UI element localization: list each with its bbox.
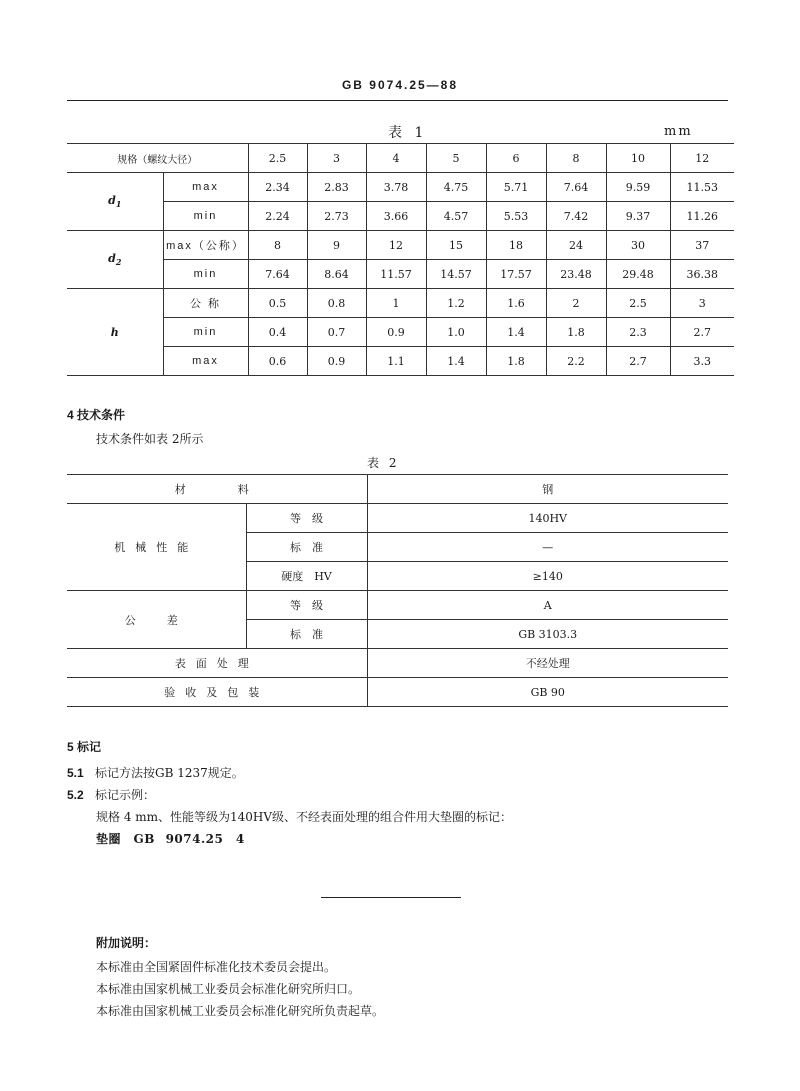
value-cell: 2.5 (606, 289, 670, 318)
clause-text: 标记方法按GB 1237规定。 (95, 766, 244, 780)
section4-text: 技术条件如表 2所示 (96, 432, 204, 446)
acceptance-row (67, 678, 728, 707)
row-label: min (163, 260, 248, 289)
mech-value: ≥140 (367, 562, 728, 591)
value-cell: 0.9 (366, 318, 426, 347)
value-cell: 1 (366, 289, 426, 318)
surface-label: 表面处理 (67, 649, 367, 678)
surface-value: 不经处理 (367, 649, 728, 678)
end-rule (321, 897, 461, 898)
value-cell: 17.57 (486, 260, 546, 289)
spec-cell: 2.5 (248, 144, 307, 173)
value-cell: 11.26 (670, 202, 734, 231)
value-cell: 1.2 (426, 289, 486, 318)
value-cell: 3.66 (366, 202, 426, 231)
value-cell: 1.4 (426, 347, 486, 376)
mech-row (67, 504, 728, 533)
value-cell: 0.5 (248, 289, 307, 318)
value-cell: 7.64 (248, 260, 307, 289)
value-cell: 4.57 (426, 202, 486, 231)
row-label: max（公称） (163, 231, 248, 260)
value-cell: 0.4 (248, 318, 307, 347)
value-cell: 29.48 (606, 260, 670, 289)
value-cell: 5.53 (486, 202, 546, 231)
value-cell: 24 (546, 231, 606, 260)
symbol-subscript: 2 (115, 257, 122, 268)
additional-notes-title: 附加说明： (96, 936, 157, 950)
value-cell: 0.7 (307, 318, 366, 347)
dimension-row (67, 347, 734, 376)
value-cell: 4.75 (426, 173, 486, 202)
value-cell: 3.78 (366, 173, 426, 202)
dimension-symbol (67, 231, 163, 289)
value-cell: 36.38 (670, 260, 734, 289)
value-cell: 2.3 (606, 318, 670, 347)
material-row (67, 475, 728, 504)
spec-cell: 10 (606, 144, 670, 173)
value-cell: 2.7 (670, 318, 734, 347)
spec-cell: 12 (670, 144, 734, 173)
value-cell: 2.24 (248, 202, 307, 231)
tolerance-sub-label: 标 准 (246, 620, 367, 649)
spec-cell: 4 (366, 144, 426, 173)
tolerance-sub-label: 等 级 (246, 591, 367, 620)
value-cell: 1.1 (366, 347, 426, 376)
table1-unit: mm (664, 124, 693, 139)
dimension-row (67, 318, 734, 347)
value-cell: 30 (606, 231, 670, 260)
row-label: min (163, 202, 248, 231)
dimension-row (67, 231, 734, 260)
acceptance-label: 验收及包装 (67, 678, 367, 707)
value-cell: 9 (307, 231, 366, 260)
note-line: 本标准由国家机械工业委员会标准化研究所归口。 (96, 982, 361, 996)
value-cell: 3 (670, 289, 734, 318)
row-label: min (163, 318, 248, 347)
mech-label: 机械性能 (67, 504, 246, 591)
value-cell: 9.37 (606, 202, 670, 231)
value-cell: 2.73 (307, 202, 366, 231)
value-cell: 2.7 (606, 347, 670, 376)
dimension-symbol: h (67, 289, 163, 376)
value-cell: 2 (546, 289, 606, 318)
section4-heading: 4 技术条件 (67, 408, 126, 422)
value-cell: 1.4 (486, 318, 546, 347)
marking-example-description: 规格 4 mm、性能等级为140HV级、不经表面处理的组合件用大垫圈的标记： (96, 810, 513, 824)
value-cell: 0.8 (307, 289, 366, 318)
tolerance-value: GB 3103.3 (367, 620, 728, 649)
symbol-text: d (108, 193, 116, 207)
value-cell: 15 (426, 231, 486, 260)
clause-5-2 (67, 786, 155, 803)
value-cell: 11.57 (366, 260, 426, 289)
dimension-row (67, 260, 734, 289)
marking-example: 垫圈 GB 9074.25 4 (96, 832, 245, 846)
table1-caption: 表 1 (388, 125, 428, 141)
value-cell: 0.6 (248, 347, 307, 376)
dimension-symbol (67, 173, 163, 231)
spec-cell: 8 (546, 144, 606, 173)
clause-text: 标记示例： (95, 788, 156, 802)
row-label: max (163, 173, 248, 202)
note-line: 本标准由国家机械工业委员会标准化研究所负责起草。 (96, 1004, 385, 1018)
surface-row (67, 649, 728, 678)
value-cell: 1.0 (426, 318, 486, 347)
table2-caption: 表 2 (367, 456, 400, 470)
tolerance-value: A (367, 591, 728, 620)
mech-sub-label: 等 级 (246, 504, 367, 533)
dimension-row (67, 289, 734, 318)
spec-header-row (67, 144, 734, 173)
value-cell: 8.64 (307, 260, 366, 289)
clause-number: 5.1 (67, 766, 84, 780)
symbol-subscript: 1 (115, 199, 122, 210)
value-cell: 18 (486, 231, 546, 260)
value-cell: 1.6 (486, 289, 546, 318)
material-value: 钢 (367, 475, 728, 504)
value-cell: 14.57 (426, 260, 486, 289)
value-cell: 7.42 (546, 202, 606, 231)
value-cell: 3.3 (670, 347, 734, 376)
mech-sub-label: 标 准 (246, 533, 367, 562)
spec-cell: 5 (426, 144, 486, 173)
row-label: 公 称 (163, 289, 248, 318)
value-cell: 12 (366, 231, 426, 260)
tolerance-label: 公 差 (67, 591, 246, 649)
section5-heading: 5 标记 (67, 740, 102, 754)
value-cell: 2.83 (307, 173, 366, 202)
value-cell: 1.8 (486, 347, 546, 376)
value-cell: 37 (670, 231, 734, 260)
dimension-row (67, 202, 734, 231)
mech-value: — (367, 533, 728, 562)
spec-cell: 3 (307, 144, 366, 173)
mech-value: 140HV (367, 504, 728, 533)
row-label: max (163, 347, 248, 376)
dimension-row (67, 173, 734, 202)
material-label: 材 料 (67, 475, 367, 504)
value-cell: 7.64 (546, 173, 606, 202)
symbol-text: d (108, 251, 116, 265)
value-cell: 9.59 (606, 173, 670, 202)
spec-header-label: 规格（螺纹大径） (67, 144, 248, 173)
value-cell: 8 (248, 231, 307, 260)
clause-number: 5.2 (67, 788, 84, 802)
clause-5-1 (67, 764, 244, 781)
value-cell: 0.9 (307, 347, 366, 376)
value-cell: 2.2 (546, 347, 606, 376)
dimensions-table (67, 143, 734, 376)
value-cell: 1.8 (546, 318, 606, 347)
spec-cell: 6 (486, 144, 546, 173)
value-cell: 11.53 (670, 173, 734, 202)
mech-sub-label: 硬度 HV (246, 562, 367, 591)
value-cell: 2.34 (248, 173, 307, 202)
value-cell: 5.71 (486, 173, 546, 202)
technical-conditions-table (67, 474, 728, 707)
note-line: 本标准由全国紧固件标准化技术委员会提出。 (96, 960, 337, 974)
header-rule (67, 100, 728, 101)
acceptance-value: GB 90 (367, 678, 728, 707)
tolerance-row (67, 591, 728, 620)
value-cell: 23.48 (546, 260, 606, 289)
standard-number-header: GB 9074.25—88 (341, 78, 459, 92)
